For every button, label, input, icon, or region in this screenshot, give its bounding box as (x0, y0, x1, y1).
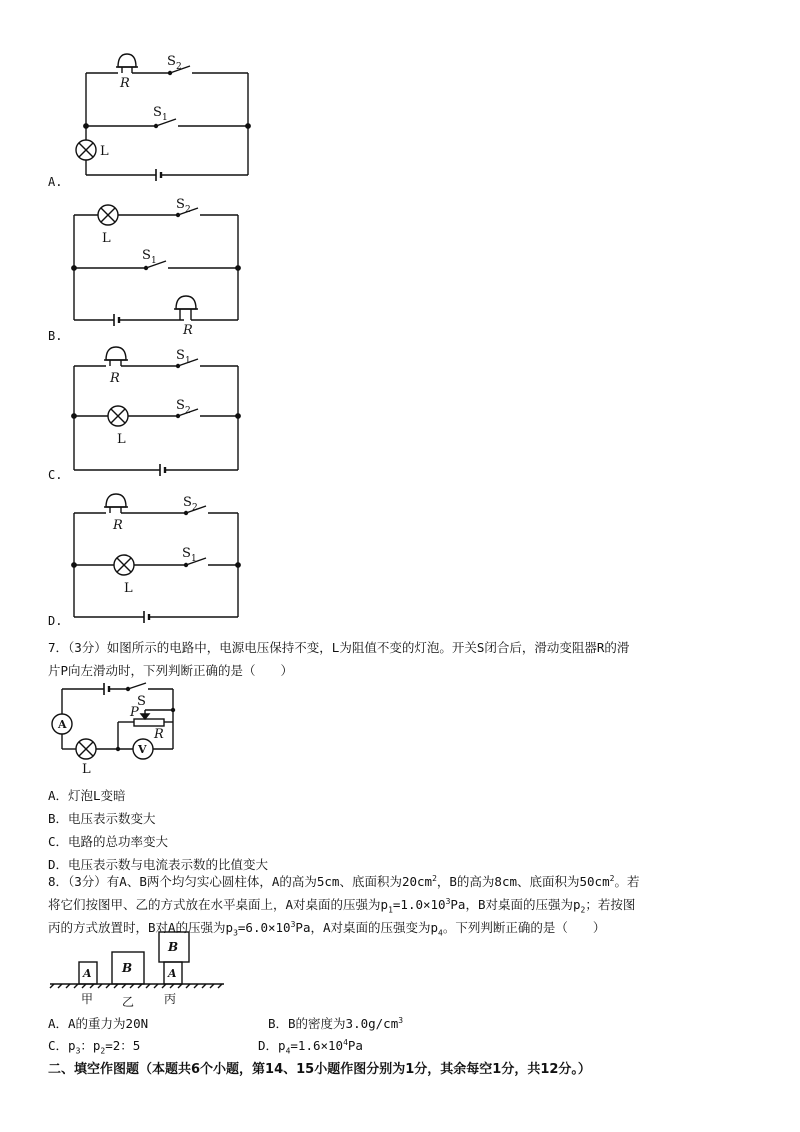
svg-text:A: A (168, 967, 177, 980)
svg-text:S: S (142, 248, 151, 263)
svg-text:L: L (117, 432, 126, 447)
svg-text:S: S (137, 694, 146, 709)
svg-text:丙: 丙 (164, 992, 177, 1006)
svg-text:乙: 乙 (122, 995, 135, 1009)
svg-text:S: S (153, 105, 162, 120)
circuit-option-a (60, 40, 260, 190)
svg-text:S: S (182, 546, 191, 561)
svg-text:A: A (58, 718, 67, 731)
section-2-heading: 二、填空作图题（本题共6个小题，第14、15小题作图分别为1分，其余每空1分，共12分。） (48, 1062, 591, 1077)
svg-text:甲: 甲 (81, 992, 94, 1006)
circuit-option-d (60, 484, 260, 624)
q8-stem-line1: 8．（3分）有A、B两个均匀实心圆柱体，A的高为5cm、底面积为$20cm^2$，B的高为8cm、底面积为$50cm^2$。若 (48, 873, 640, 889)
svg-text:V: V (138, 743, 147, 756)
svg-text:L: L (100, 144, 109, 159)
circuit-option-c (60, 342, 260, 477)
svg-text:1: 1 (185, 356, 191, 366)
svg-text:S: S (176, 398, 185, 413)
svg-text:2: 2 (176, 62, 182, 72)
svg-text:2: 2 (192, 503, 198, 513)
q8-option-a: A．A的重力为20N (48, 1016, 149, 1031)
q8-option-b: B．B的密度为$3.0g/cm^3$ (268, 1015, 404, 1031)
svg-text:R: R (113, 518, 123, 533)
svg-text:L: L (82, 762, 91, 777)
option-d-label: D. (48, 614, 63, 628)
option-c-label: C. (48, 468, 63, 482)
q8-option-c: C．$p_3$：$p_2=2$：5 (48, 1038, 141, 1056)
svg-text:R: R (183, 323, 193, 338)
svg-text:S: S (176, 348, 185, 363)
svg-text:L: L (124, 581, 133, 596)
svg-text:1: 1 (191, 554, 197, 564)
q8-option-d: D．$p_4=1.6\times 10^4Pa$ (258, 1037, 363, 1056)
svg-text:A: A (83, 967, 92, 980)
svg-text:B: B (168, 940, 179, 954)
label-r: R (120, 76, 130, 91)
svg-text:B: B (122, 961, 133, 975)
q7-option-c: C．电路的总功率变大 (48, 834, 169, 849)
svg-text:S: S (167, 54, 176, 69)
circuit-option-b (60, 197, 260, 338)
svg-text:P: P (130, 705, 139, 720)
svg-text:R: R (110, 371, 120, 386)
q7-option-a: A．灯泡L变暗 (48, 788, 126, 803)
q8-stem-line3: 丙的方式放置时，B对A的压强为$p_3=6.0\times 10^3Pa$，A对桌面的压强变为$p_4$。下列判断正确的是（ ） (48, 919, 606, 938)
option-b-label: B. (48, 329, 63, 343)
svg-text:S: S (176, 197, 185, 212)
q8-stem-line2: 将它们按图甲、乙的方式放在水平桌面上，A对桌面的压强为$p_1=1.0\times 10^3Pa$，B对桌面的压强为$p_2$；若按图 (48, 896, 636, 915)
q7-circuit (48, 680, 188, 780)
svg-text:R: R (154, 727, 164, 742)
svg-text:1: 1 (151, 256, 157, 266)
svg-text:L: L (102, 231, 111, 246)
q7-options (48, 784, 768, 876)
q7-option-b: B．电压表示数变大 (48, 811, 156, 826)
svg-text:2: 2 (185, 205, 191, 215)
svg-text:S: S (183, 495, 192, 510)
option-a-label: A. (48, 175, 63, 189)
q7-option-d: D．电压表示数与电流表示数的比值变大 (48, 857, 269, 872)
q7-stem: 7．（3分）如图所示的电路中，电源电压保持不变，L为阻值不变的灯泡。开关S闭合后，滑动变阻器R的滑 片P向左滑动时，下列判断正确的是（ ） (48, 640, 630, 678)
q8-cylinders-figure (48, 930, 228, 1008)
svg-text:2: 2 (185, 406, 191, 416)
svg-text:1: 1 (162, 113, 168, 123)
